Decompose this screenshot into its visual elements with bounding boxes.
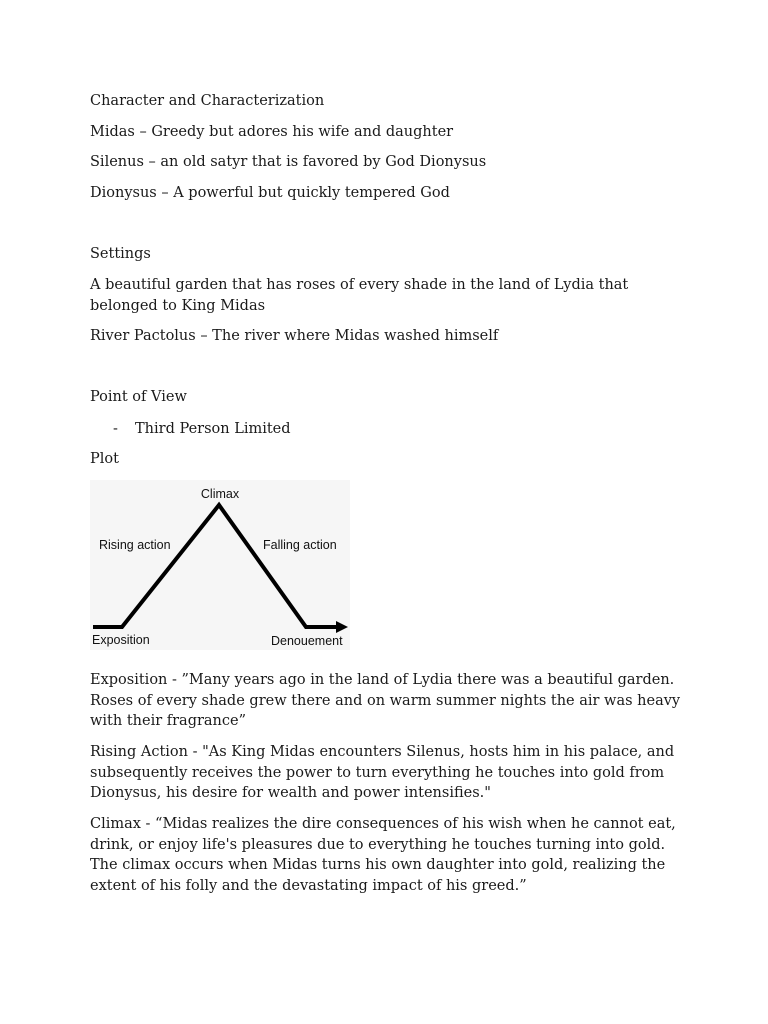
point-of-view-item: Third Person Limited (135, 421, 291, 437)
settings-heading: Settings (90, 246, 151, 262)
label-denouement: Denouement (271, 634, 343, 648)
plot-exposition-paragraph: Exposition - ”Many years ago in the land of Lydia there was a beautiful garden. Roses of every shade grew there and on warm summer nights the air was heavy with their fragrance” (90, 672, 681, 729)
setting-river: River Pactolus – The river where Midas washed himself (90, 328, 499, 344)
plot-line (93, 505, 337, 627)
character-midas: Midas – Greedy but adores his wife and daughter (90, 124, 454, 140)
setting-garden: A beautiful garden that has roses of every shade in the land of Lydia that belonged to King Midas (90, 277, 629, 314)
plot-diagram (90, 480, 350, 650)
plot-arrowhead (336, 621, 348, 633)
point-of-view-heading: Point of View (90, 389, 187, 405)
plot-rising-action-paragraph: Rising Action - "As King Midas encounters Silenus, hosts him in his palace, and subsequently receives the power to turn everything he touches into gold from Dionysus, his desire for wealth and power intensifies." (90, 744, 675, 801)
character-silenus: Silenus – an old satyr that is favored by God Dionysus (90, 154, 487, 170)
label-climax: Climax (200, 487, 240, 501)
bullet-marker: - (113, 421, 118, 437)
plot-climax-paragraph: Climax - “Midas realizes the dire consequences of his wish when he cannot eat, drink, or enjoy life's pleasures due to everything he touches turning into gold. The climax occurs when Midas turns his own daughter into gold, realizing the extent of his folly and the devastating impact of his greed.” (90, 816, 676, 894)
characters-heading: Character and Characterization (90, 93, 325, 109)
plot-heading: Plot (90, 451, 119, 467)
character-dionysus: Dionysus – A powerful but quickly tempered God (90, 185, 450, 201)
plot-diagram-svg (90, 480, 350, 650)
label-exposition: Exposition (92, 633, 150, 647)
label-rising-action: Rising action (99, 538, 171, 552)
label-falling-action: Falling action (263, 538, 337, 552)
